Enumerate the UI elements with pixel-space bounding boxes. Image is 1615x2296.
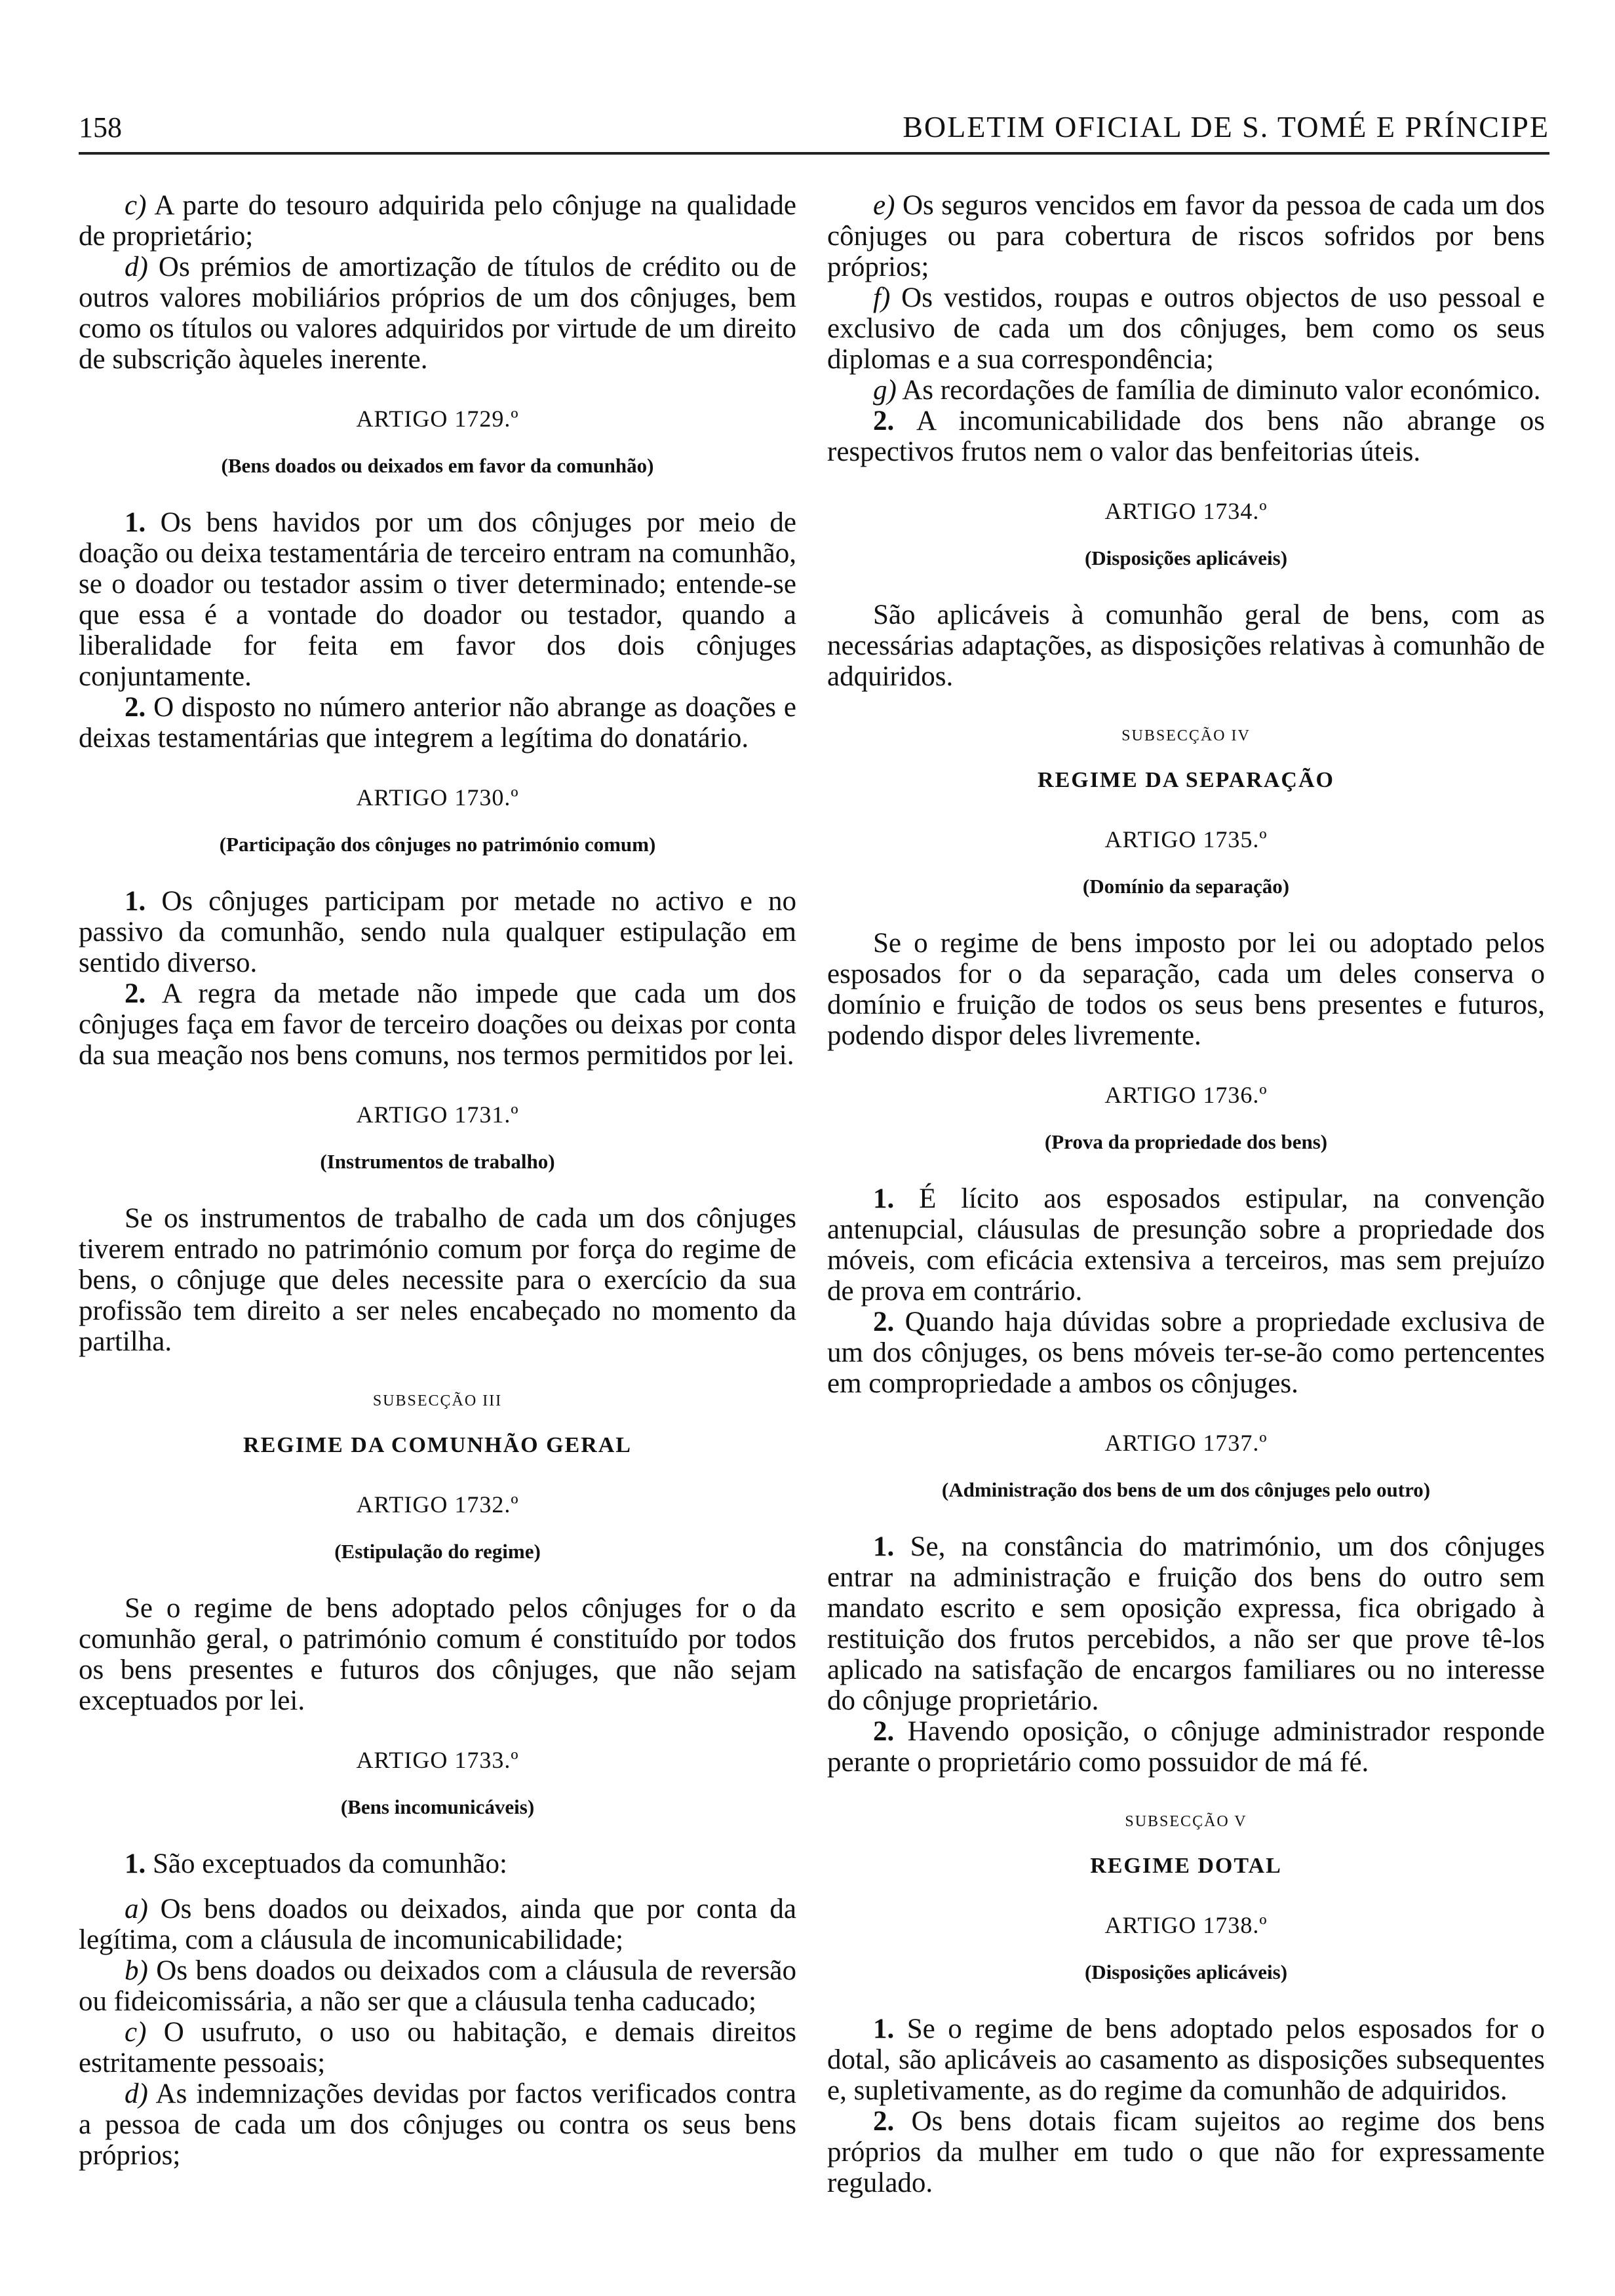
article-heading: ARTIGO 1733.º — [356, 1747, 519, 1773]
article-heading: ARTIGO 1731.º — [356, 1101, 519, 1128]
article-caption: (Domínio da separação) — [1082, 875, 1290, 898]
article-caption: (Disposições aplicáveis) — [1084, 1961, 1288, 1983]
article-heading: ARTIGO 1729.º — [356, 406, 519, 432]
paragraph-text: Se o regime de bens adoptado pelos esposados for o dotal, são aplicáveis ao casamento as disposições subsequentes e, supletivamente, as do regime da comunhão de adquiridos. — [827, 2014, 1546, 2106]
paragraph-text: Os cônjuges participam por metade no activo e no passivo da comunhão, sendo nula qualquer estipulação em sentido diverso. — [79, 886, 797, 978]
paragraph-text: Os prémios de amortização de títulos de crédito ou de outros valores mobiliários próprios de um dos cônjuges, bem como os títulos ou valores adquiridos por virtude de um direito de subscrição àqueles inerente. — [79, 252, 797, 375]
article-heading: ARTIGO 1730.º — [356, 784, 519, 811]
subsection-label: SUBSECÇÃO IV — [1121, 727, 1251, 744]
article-caption: (Instrumentos de trabalho) — [320, 1150, 555, 1173]
article-heading: ARTIGO 1737.º — [1104, 1430, 1268, 1456]
item-letter: a) — [125, 1894, 148, 1924]
paragraph-number: 1. — [125, 507, 146, 538]
left-column — [79, 190, 796, 2171]
paragraph — [79, 2017, 796, 2078]
paragraph-text: Quando haja dúvidas sobre a propriedade exclusiva de um dos cônjuges, os bens móveis ter-se-ão como pertencentes em compropriedade a ambos os cônjuges. — [827, 1307, 1546, 1399]
paragraph-number: 2. — [873, 1307, 895, 1337]
paragraph — [79, 1955, 796, 2017]
paragraph — [827, 2014, 1545, 2106]
item-letter: b) — [125, 1955, 148, 1986]
paragraph — [827, 406, 1545, 467]
paragraph-text: São exceptuados da comunhão: — [153, 1848, 507, 1879]
article-caption: (Estipulação do regime) — [334, 1540, 541, 1563]
paragraph — [827, 2106, 1545, 2198]
article-caption: (Participação dos cônjuges no património comum) — [219, 833, 656, 856]
paragraph-text: A regra da metade não impede que cada um dos cônjuges faça em favor de terceiro doações ou deixas por conta da sua meação nos bens comuns, nos termos permitidos por lei. — [79, 978, 796, 1071]
section-title: REGIME DOTAL — [1090, 1854, 1282, 1878]
paragraph-text: As recordações de família de diminuto valor económico. — [902, 375, 1541, 406]
item-letter: c) — [125, 190, 147, 221]
page-number: 158 — [79, 111, 122, 144]
paragraph — [79, 1894, 796, 1955]
paragraph-text: A parte do tesouro adquirida pelo cônjuge na qualidade de proprietário; — [79, 190, 796, 252]
page-header — [79, 98, 1549, 144]
paragraph — [79, 978, 796, 1071]
paragraph — [827, 1531, 1545, 1716]
paragraph — [79, 507, 796, 692]
paragraph-number: 1. — [873, 1531, 895, 1562]
paragraph-number: 2. — [125, 978, 146, 1009]
item-letter: g) — [873, 375, 897, 406]
section-title: REGIME DA SEPARAÇÃO — [1038, 768, 1334, 792]
paragraph — [79, 692, 796, 754]
paragraph-text: Se o regime de bens imposto por lei ou adoptado pelos esposados for o da separação, cada um deles conserva o domínio e fruição de todos os seus bens presentes e futuros, podendo dispor deles livremente. — [827, 928, 1545, 1051]
paragraph-number: 2. — [873, 1716, 895, 1747]
journal-title: BOLETIM OFICIAL DE S. TOMÉ E PRÍNCIPE — [903, 110, 1549, 144]
paragraph-text: A incomunicabilidade dos bens não abrange os respectivos frutos nem o valor das benfeitorias úteis. — [827, 406, 1545, 467]
paragraph-text: O disposto no número anterior não abrange as doações e deixas testamentárias que integrem a legítima do donatário. — [79, 692, 796, 754]
paragraph — [827, 282, 1545, 375]
paragraph-text: Os bens doados ou deixados com a cláusula de reversão ou fideicomissária, a não ser que a cláusula tenha caducado; — [79, 1955, 796, 2017]
paragraph-number: 2. — [125, 692, 146, 723]
paragraph-number: 2. — [873, 2106, 895, 2137]
paragraph-text: O usufruto, o uso ou habitação, e demais direitos estritamente pessoais; — [79, 2017, 796, 2078]
paragraph-text: Os bens doados ou deixados, ainda que por conta da legítima, com a cláusula de incomunicabilidade; — [79, 1894, 796, 1955]
paragraph-number: 1. — [873, 2014, 895, 2044]
article-caption: (Prova da propriedade dos bens) — [1044, 1130, 1328, 1153]
paragraph — [79, 252, 796, 375]
paragraph-text: Os vestidos, roupas e outros objectos de uso pessoal e exclusivo de cada um dos cônjuges, bem como os seus diplomas e a sua correspondência; — [827, 282, 1545, 375]
item-letter: f) — [873, 282, 891, 313]
paragraph — [827, 375, 1545, 406]
paragraph-number: 2. — [873, 406, 895, 436]
article-heading: ARTIGO 1738.º — [1104, 1912, 1268, 1938]
paragraph-text: Se os instrumentos de trabalho de cada um dos cônjuges tiverem entrado no património comum por força do regime de bens, o cônjuge que deles necessite para o exercício da sua profissão tem direito a ser neles encabeçado no momento da partilha. — [79, 1203, 796, 1357]
paragraph-text: As indemnizações devidas por factos verificados contra a pessoa de cada um dos cônjuges ou contra os seus bens próprios; — [79, 2078, 796, 2171]
paragraph-number: 1. — [125, 886, 146, 917]
paragraph — [827, 190, 1545, 282]
paragraph — [827, 1183, 1545, 1307]
item-letter: d) — [125, 252, 148, 282]
item-letter: c) — [125, 2017, 147, 2048]
paragraph — [827, 1716, 1545, 1778]
paragraph — [79, 886, 796, 978]
article-caption: (Administração dos bens de um dos cônjuges pelo outro) — [941, 1478, 1431, 1501]
section-title: REGIME DA COMUNHÃO GERAL — [243, 1433, 632, 1457]
article-caption: (Disposições aplicáveis) — [1084, 546, 1288, 569]
item-letter: e) — [873, 190, 895, 221]
subsection-label: SUBSECÇÃO III — [372, 1392, 503, 1409]
paragraph-text: Se, na constância do matrimónio, um dos cônjuges entrar na administração e fruição dos bens do outro sem mandato escrito e sem oposição expressa, fica obrigado à restituição dos frutos percebidos, a não ser que prove tê-los aplicado na satisfação de encargos familiares ou no interesse do cônjuge proprietário. — [827, 1531, 1546, 1716]
paragraph — [79, 2078, 796, 2171]
paragraph — [79, 1848, 796, 1879]
paragraph — [827, 1307, 1545, 1399]
article-heading: ARTIGO 1734.º — [1104, 498, 1268, 524]
paragraph — [79, 190, 796, 252]
paragraph-text: Os bens havidos por um dos cônjuges por meio de doação ou deixa testamentária de terceiro entram na comunhão, se o doador ou testador assim o tiver determinado; entende-se que essa é a vontade do doador ou testador, quando a liberalidade for feita em favor dos dois cônjuges conjuntamente. — [79, 507, 797, 692]
paragraph-number: 1. — [873, 1183, 895, 1214]
item-letter: d) — [125, 2078, 148, 2109]
paragraph-text: São aplicáveis à comunhão geral de bens, com as necessárias adaptações, as disposições relativas à comunhão de adquiridos. — [827, 600, 1545, 692]
paragraph — [827, 928, 1545, 1051]
header-rule — [79, 152, 1549, 155]
paragraph-text: É lícito aos esposados estipular, na convenção antenupcial, cláusulas de presunção sobre a propriedade dos móveis, com eficácia extensiva a terceiros, mas sem prejuízo de prova em contrário. — [827, 1183, 1545, 1307]
paragraph — [79, 1593, 796, 1716]
article-caption: (Bens incomunicáveis) — [340, 1795, 535, 1818]
article-caption: (Bens doados ou deixados em favor da comunhão) — [221, 454, 654, 477]
paragraph — [827, 600, 1545, 692]
paragraph-text: Se o regime de bens adoptado pelos cônjuges for o da comunhão geral, o património comum é constituído por todos os bens presentes e futuros dos cônjuges, que não sejam exceptuados por lei. — [79, 1593, 796, 1716]
paragraph-text: Havendo oposição, o cônjuge administrador responde perante o proprietário como possuidor de má fé. — [827, 1716, 1545, 1778]
article-heading: ARTIGO 1732.º — [356, 1491, 519, 1518]
subsection-label: SUBSECÇÃO V — [1125, 1813, 1247, 1830]
article-heading: ARTIGO 1735.º — [1104, 826, 1268, 852]
paragraph-text: Os seguros vencidos em favor da pessoa de cada um dos cônjuges ou para cobertura de riscos sofridos por bens próprios; — [827, 190, 1546, 282]
right-column — [827, 190, 1545, 2198]
article-heading: ARTIGO 1736.º — [1104, 1082, 1268, 1108]
paragraph — [79, 1203, 796, 1357]
paragraph-number: 1. — [125, 1848, 146, 1879]
paragraph-text: Os bens dotais ficam sujeitos ao regime dos bens próprios da mulher em tudo o que não for expressamente regulado. — [827, 2106, 1546, 2198]
